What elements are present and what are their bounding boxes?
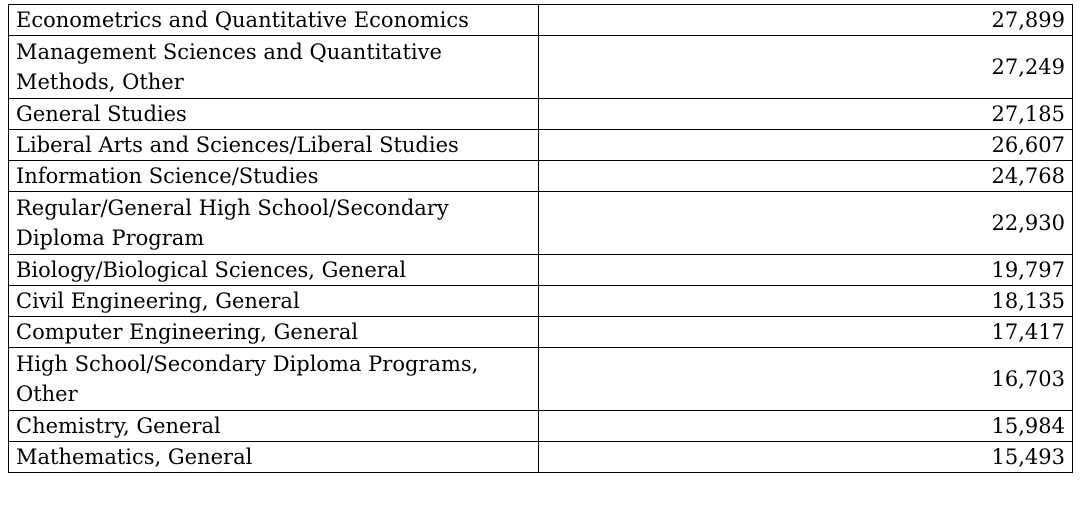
table-row xyxy=(9,36,1073,99)
table-row xyxy=(9,317,1073,348)
table-row xyxy=(9,411,1073,442)
table-row xyxy=(9,286,1073,317)
value-cell: 27,185 xyxy=(539,99,1073,130)
program-name-cell: Econometrics and Quantitative Economics xyxy=(9,5,539,36)
program-values-table xyxy=(8,4,1073,473)
program-name-cell: Computer Engineering, General xyxy=(9,317,539,348)
program-name-cell: High School/Secondary Diploma Programs, Other xyxy=(9,348,539,411)
table-row xyxy=(9,99,1073,130)
program-name-cell: Biology/Biological Sciences, General xyxy=(9,255,539,286)
value-cell: 26,607 xyxy=(539,130,1073,161)
program-name-cell: Civil Engineering, General xyxy=(9,286,539,317)
table-body xyxy=(9,5,1073,473)
value-cell: 15,984 xyxy=(539,411,1073,442)
program-name-cell: Management Sciences and Quantitative Methods, Other xyxy=(9,36,539,99)
table-row xyxy=(9,192,1073,255)
value-cell: 18,135 xyxy=(539,286,1073,317)
program-name-cell: General Studies xyxy=(9,99,539,130)
value-cell: 22,930 xyxy=(539,192,1073,255)
value-cell: 24,768 xyxy=(539,161,1073,192)
table-row xyxy=(9,161,1073,192)
value-cell: 17,417 xyxy=(539,317,1073,348)
table-row xyxy=(9,5,1073,36)
table-row xyxy=(9,130,1073,161)
value-cell: 19,797 xyxy=(539,255,1073,286)
value-cell: 16,703 xyxy=(539,348,1073,411)
table-row xyxy=(9,255,1073,286)
value-cell: 27,899 xyxy=(539,5,1073,36)
table-row xyxy=(9,442,1073,473)
value-cell: 15,493 xyxy=(539,442,1073,473)
program-name-cell: Information Science/Studies xyxy=(9,161,539,192)
value-cell: 27,249 xyxy=(539,36,1073,99)
program-name-cell: Chemistry, General xyxy=(9,411,539,442)
program-name-cell: Liberal Arts and Sciences/Liberal Studies xyxy=(9,130,539,161)
table-row xyxy=(9,348,1073,411)
program-name-cell: Regular/General High School/Secondary Diploma Program xyxy=(9,192,539,255)
program-name-cell: Mathematics, General xyxy=(9,442,539,473)
